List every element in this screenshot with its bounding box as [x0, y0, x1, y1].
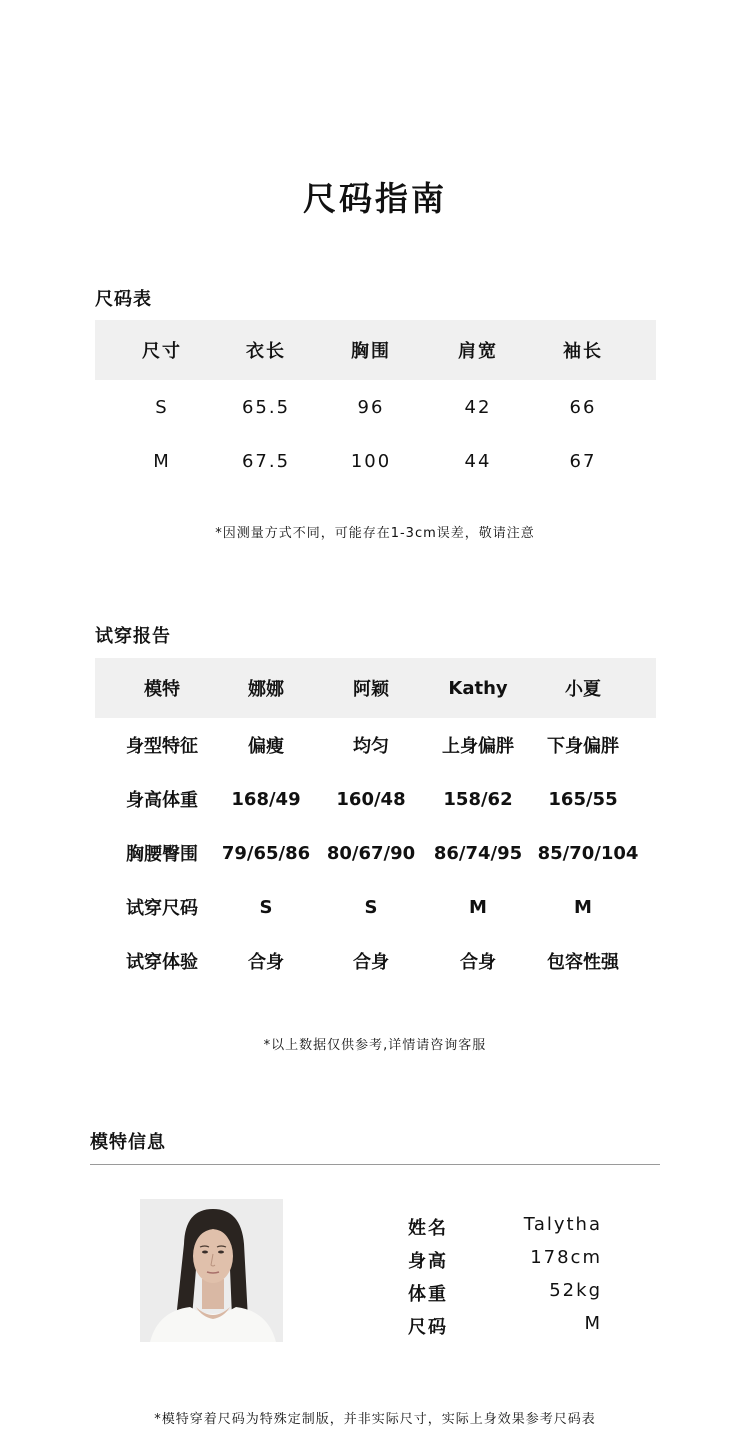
- fit-report-row: [95, 718, 656, 772]
- page-title: 尺码指南: [303, 179, 447, 218]
- size-table: [95, 320, 656, 488]
- fit-header-cell: 模特: [144, 679, 180, 700]
- fit-header-cell: 小夏: [565, 679, 601, 700]
- fit-report-row: [95, 772, 656, 826]
- size-cell: 66: [569, 396, 597, 418]
- fit-cell: 上身偏胖: [442, 736, 514, 757]
- size-table-row: [95, 380, 656, 434]
- model-name-value: Talytha: [523, 1214, 602, 1235]
- model-photo: [140, 1199, 283, 1342]
- size-header-cell: 肩宽: [458, 341, 498, 362]
- model-size-label: 尺码: [408, 1317, 448, 1338]
- fit-cell: 158/62: [443, 788, 513, 810]
- fit-row-label: 试穿尺码: [126, 898, 198, 919]
- model-info-title: 模特信息: [90, 1132, 166, 1153]
- size-table-header-row: [95, 320, 656, 380]
- fit-cell: 165/55: [548, 788, 618, 810]
- fit-cell: 168/49: [231, 788, 301, 810]
- size-header-cell: 胸围: [351, 341, 391, 362]
- model-name-label: 姓名: [408, 1218, 448, 1239]
- fit-cell: 包容性强: [547, 952, 619, 973]
- model-info-note: *模特穿着尺码为特殊定制版，并非实际尺寸，实际上身效果参考尺码表: [154, 1412, 596, 1427]
- fit-cell: 79/65/86: [221, 842, 311, 864]
- fit-cell: 均匀: [353, 736, 389, 757]
- model-height-label: 身高: [408, 1251, 448, 1272]
- fit-cell: M: [574, 896, 592, 918]
- fit-report-row: [95, 880, 656, 934]
- size-cell: 65.5: [241, 396, 291, 418]
- model-weight-value: 52kg: [549, 1280, 602, 1301]
- size-cell: 100: [350, 450, 392, 472]
- fit-row-label: 胸腰臀围: [126, 844, 198, 865]
- fit-cell: 合身: [353, 952, 389, 973]
- size-cell: 96: [357, 396, 385, 418]
- fit-report-title: 试穿报告: [95, 626, 171, 647]
- size-cell: 42: [464, 396, 492, 418]
- fit-cell: 合身: [248, 952, 284, 973]
- size-table-row: [95, 434, 656, 488]
- fit-row-label: 身型特征: [126, 736, 198, 757]
- fit-report-note: *以上数据仅供参考,详情请咨询客服: [263, 1038, 487, 1053]
- fit-cell: 85/70/104: [537, 842, 639, 864]
- fit-cell: 合身: [460, 952, 496, 973]
- model-size-value: M: [584, 1313, 602, 1334]
- size-table-note: *因测量方式不同，可能存在1-3cm误差，敬请注意: [215, 526, 535, 541]
- fit-report-table: [95, 658, 656, 988]
- size-cell: 44: [464, 450, 492, 472]
- fit-cell: 86/74/95: [433, 842, 523, 864]
- size-cell: 67.5: [241, 450, 291, 472]
- fit-cell: 160/48: [336, 788, 406, 810]
- fit-row-label: 试穿体验: [126, 952, 198, 973]
- fit-cell: 80/67/90: [326, 842, 416, 864]
- fit-row-label: 身高体重: [126, 790, 198, 811]
- fit-cell: M: [469, 896, 487, 918]
- size-header-cell: 尺寸: [142, 341, 182, 362]
- fit-header-cell: 娜娜: [248, 679, 284, 700]
- fit-report-header-row: [95, 658, 656, 718]
- size-cell: S: [155, 396, 169, 418]
- size-cell: 67: [569, 450, 597, 472]
- model-info-divider: [90, 1164, 660, 1165]
- fit-header-cell: Kathy: [448, 677, 508, 699]
- size-header-cell: 衣长: [246, 341, 286, 362]
- fit-header-cell: 阿颖: [353, 679, 389, 700]
- size-cell: M: [153, 450, 171, 472]
- fit-report-row: [95, 826, 656, 880]
- fit-cell: 下身偏胖: [547, 736, 619, 757]
- fit-report-row: [95, 934, 656, 988]
- fit-cell: S: [364, 896, 378, 918]
- size-header-cell: 袖长: [563, 341, 603, 362]
- fit-cell: 偏瘦: [248, 736, 284, 757]
- model-height-value: 178cm: [530, 1247, 602, 1268]
- fit-cell: S: [259, 896, 273, 918]
- size-table-title: 尺码表: [95, 289, 152, 310]
- model-weight-label: 体重: [408, 1284, 448, 1305]
